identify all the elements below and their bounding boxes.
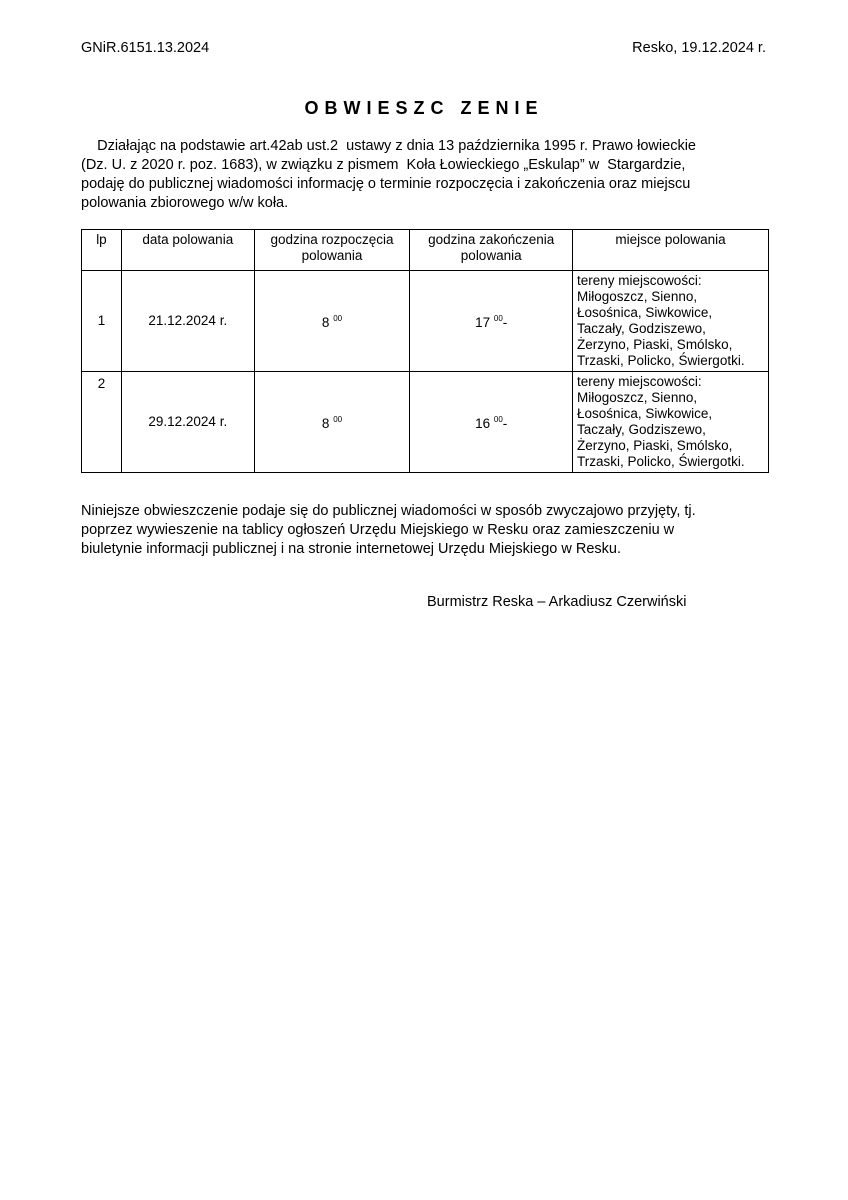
closing-line: poprzez wywieszenie na tablicy ogłoszeń Urzędu Miejskiego w Resku oraz zamieszczeniu w: [81, 522, 675, 538]
table-row: [82, 271, 769, 372]
end-suffix: -: [502, 315, 508, 330]
intro-line: podaję do publicznej wiadomości informację o terminie rozpoczęcia i zakończenia oraz miejscu: [81, 176, 691, 192]
header-start-hour: godzina rozpoczęcia polowania: [254, 230, 410, 271]
start-hour: 8: [321, 416, 330, 431]
row-end-time: [410, 372, 573, 473]
row-lp: 1: [82, 271, 122, 372]
table-row: [82, 372, 769, 473]
row-place: tereny miejscowości: Miłogoszcz, Sienno, Łosośnica, Siwkowice, Taczały, Godziszewo, Żerzyno, Piaski, Smólsko, Trzaski, Policko, Świergotki.: [573, 372, 769, 473]
header-date: data polowania: [121, 230, 254, 271]
start-hour: 8: [321, 315, 330, 330]
start-minutes: 00: [333, 415, 343, 424]
intro-line: (Dz. U. z 2020 r. poz. 1683), w związku z pismem Koła Łowieckiego „Eskulap” w Stargardzie,: [81, 157, 686, 173]
end-hour: 16: [475, 416, 491, 431]
document-reference-number: GNiR.6151.13.2024: [81, 40, 210, 56]
row-end-time: [410, 271, 573, 372]
row-start-time: [254, 271, 410, 372]
start-minutes: 00: [333, 314, 343, 323]
header-end-hour: godzina zakończenia polowania: [410, 230, 573, 271]
hunting-schedule-table: [81, 229, 769, 473]
end-suffix: -: [502, 416, 508, 431]
header-lp: lp: [82, 230, 122, 271]
end-minutes: 00: [493, 415, 503, 424]
intro-line: Działając na podstawie art.42ab ust.2 ustawy z dnia 13 października 1995 r. Prawo łowieckie: [81, 138, 696, 154]
end-hour: 17: [475, 315, 491, 330]
end-minutes: 00: [493, 314, 503, 323]
document-title: OBWIESZC ZENIE: [304, 98, 544, 118]
row-start-time: [254, 372, 410, 473]
closing-line: Niniejsze obwieszczenie podaje się do publicznej wiadomości w sposób zwyczajowo przyjęty, tj.: [81, 503, 696, 519]
row-place: tereny miejscowości: Miłogoszcz, Sienno, Łosośnica, Siwkowice, Taczały, Godziszewo, Żerzyno, Piaski, Smólsko, Trzaski, Policko, Świergotki.: [573, 271, 769, 372]
intro-paragraph: [81, 137, 771, 213]
row-date: 21.12.2024 r.: [121, 271, 254, 372]
header-place: miejsce polowania: [573, 230, 769, 271]
place-and-date: Resko, 19.12.2024 r.: [632, 40, 766, 56]
intro-line: polowania zbiorowego w/w koła.: [81, 195, 289, 211]
table-header-row: [82, 230, 769, 271]
signature: Burmistrz Reska – Arkadiusz Czerwiński: [427, 594, 687, 610]
row-date: 29.12.2024 r.: [121, 372, 254, 473]
closing-paragraph: [81, 502, 771, 559]
row-lp: 2: [82, 372, 122, 473]
closing-line: biuletynie informacji publicznej i na stronie internetowej Urzędu Miejskiego w Resku.: [81, 541, 621, 557]
